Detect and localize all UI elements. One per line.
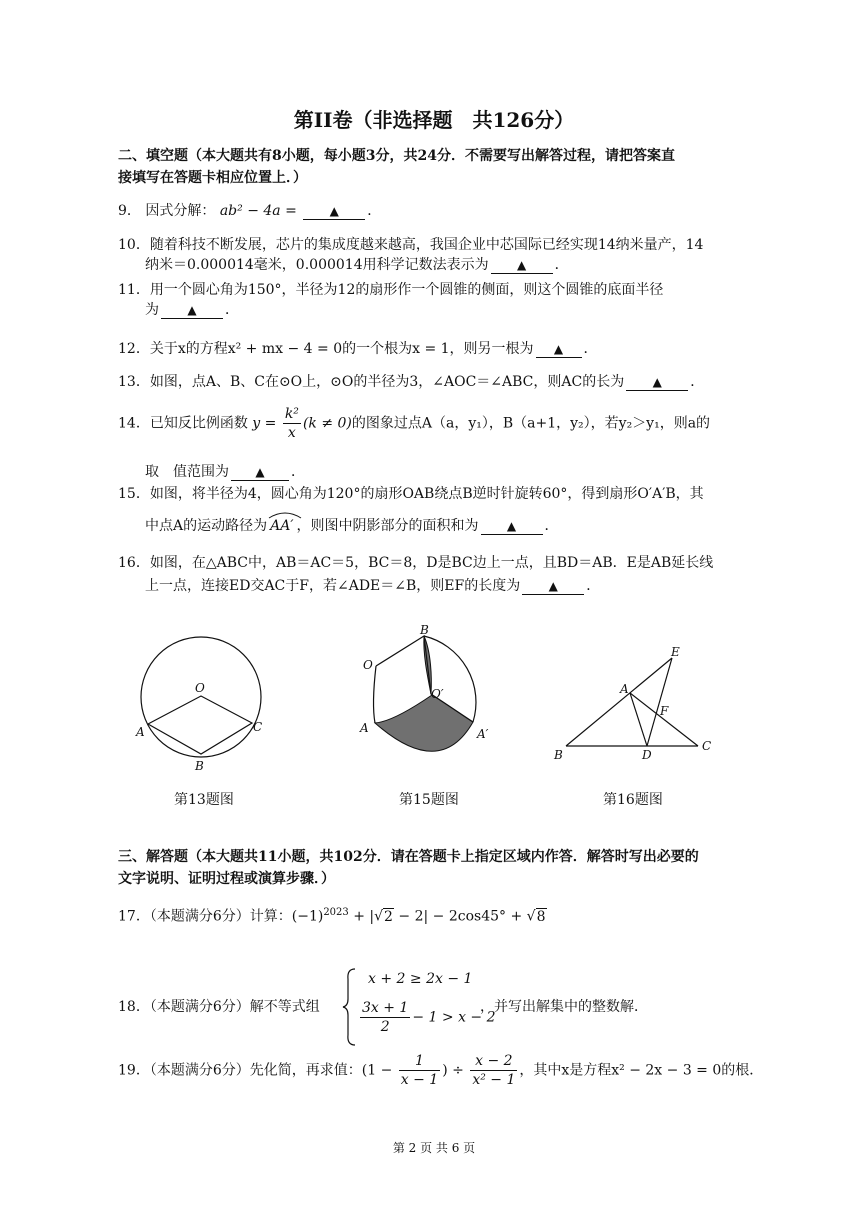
label-a: A: [136, 725, 145, 739]
question-12: [118, 339, 598, 359]
inequality-2: [358, 999, 496, 1036]
fraction-2-bottom: x² − 1: [472, 1072, 516, 1088]
label-o-prime: O′: [431, 687, 444, 701]
question-number: 19．: [118, 1062, 150, 1079]
label-b: B: [554, 748, 563, 762]
fraction-2: [470, 1052, 517, 1089]
math-divide: ) ÷: [442, 1062, 464, 1079]
label-c: C: [253, 720, 263, 734]
arc-notation: [267, 516, 296, 536]
question-end: ．: [554, 257, 569, 273]
question-16: [118, 553, 713, 596]
section-2-header: [118, 145, 675, 189]
answer-blank: [626, 374, 688, 391]
answer-blank: [536, 341, 582, 358]
question-text-line-2-tail: ，则图中阴影部分的面积和为: [296, 518, 479, 534]
label-a-prime: A′: [477, 727, 489, 741]
question-14: [118, 405, 710, 442]
question-end: ．: [291, 464, 305, 480]
segment-be: [566, 658, 672, 746]
fraction-top: k²: [284, 406, 299, 422]
question-text-line-1: 用一个圆心角为150°，半径为12的扇形作一个圆锥的侧面，则这个圆锥的底面半径: [149, 282, 664, 298]
question-text: 已知反比例函数: [149, 415, 248, 432]
label-f: F: [660, 704, 669, 718]
math-open: (1 −: [361, 1062, 393, 1079]
question-14-line-2: [145, 462, 305, 482]
question-9: [118, 201, 381, 221]
question-text-line-2: 取 值范围为: [145, 464, 229, 480]
sqrt-radicand-2: 8: [536, 908, 546, 925]
section-2-line-1: 二、填空题（本大题共有8小题，每小题3分，共24分．不需要写出解答过程，请把答案直: [118, 148, 675, 164]
segment-ac: [630, 693, 698, 746]
question-18-tail: ，并写出解集中的整数解．: [480, 999, 648, 1015]
answer-blank: [491, 257, 553, 274]
section-3-line-1: 三、解答题（本大题共11小题，共102分．请在答题卡上指定区域内作答．解答时写出必要的: [118, 849, 699, 865]
fraction-1-bottom: x − 1: [400, 1072, 439, 1088]
triangle-marker: ▲: [187, 303, 197, 317]
math-exponent: 2023: [323, 907, 349, 918]
question-text: （本题满分6分）解不等式组: [149, 999, 320, 1015]
math-part-c: − 2| − 2cos45° +: [393, 908, 527, 925]
question-text-line-1: 如图，在△ABC中，AB＝AC＝5，BC＝8，D是BC边上一点，且BD＝AB．E是AB延长线: [149, 555, 714, 571]
label-b: B: [420, 623, 429, 637]
shaded-region-lower: [375, 695, 473, 751]
figure-13: [130, 630, 280, 780]
triangle-marker: ▲: [553, 342, 564, 356]
inequality-2-rest: − 1 > x − 2: [412, 1009, 496, 1026]
answer-blank: [161, 302, 223, 319]
label-c: C: [702, 739, 712, 753]
fraction-1-top: 1: [399, 1052, 440, 1071]
question-number: 17．: [118, 908, 150, 925]
fraction-1: [399, 1052, 440, 1089]
question-end: ．: [586, 578, 601, 594]
answer-blank: [481, 518, 543, 535]
figure-13-caption: 第13题图: [174, 792, 234, 808]
fraction: [360, 999, 410, 1036]
figure-15-caption: 第15题图: [399, 792, 459, 808]
question-text-line-2: 为: [145, 302, 159, 318]
question-end: ．: [583, 341, 598, 357]
question-13: [118, 372, 704, 392]
answer-blank: [522, 578, 584, 595]
question-18: [118, 997, 320, 1017]
question-11: [118, 280, 663, 320]
question-text: （本题满分6分）先化简，再求值：: [149, 1062, 362, 1079]
question-text: （本题满分6分）计算：: [149, 908, 292, 925]
question-text-line-1: 如图，将半径为4，圆心角为120°的扇形OAB绕点B逆时针旋转60°，得到扇形O′A′B，其: [149, 486, 704, 502]
triangle-marker: ▲: [516, 258, 527, 272]
label-a: A: [360, 721, 369, 735]
triangle-marker: ▲: [652, 375, 662, 389]
question-text-line-2: 中点A的运动路径为: [145, 518, 268, 534]
section-3-header: [118, 846, 699, 890]
figure-16: [550, 640, 725, 770]
question-15: [118, 484, 704, 536]
question-end: ．: [367, 203, 382, 219]
label-e: E: [671, 645, 680, 659]
segment-ed: [647, 658, 672, 746]
triangle-marker: ▲: [506, 519, 517, 533]
label-d: D: [642, 748, 652, 762]
question-number: 13．: [118, 374, 150, 390]
page-title: 第II卷（非选择题 共126分）: [293, 108, 575, 132]
math-y: y =: [252, 415, 277, 432]
question-number: 16．: [118, 555, 150, 571]
question-end: ．: [225, 302, 239, 318]
answer-blank: [303, 203, 365, 220]
left-brace-icon: [342, 967, 358, 1047]
question-text-line-2: 上一点，连接ED交AC于F，若∠ADE＝∠B，则EF的长度为: [145, 578, 521, 594]
arc-label: AA′: [270, 518, 294, 534]
triangle-marker: ▲: [329, 204, 339, 218]
answer-blank: [231, 464, 289, 481]
section-2-line-2: 接填写在答题卡相应位置上．）: [118, 170, 307, 186]
question-17: 17．（本题满分6分）计算：$(-1)^{2023} + |√2 - 2| - 2\cos 45^\circ + √8$: [118, 907, 546, 925]
segment-ad: [630, 693, 647, 746]
math-part-b: + |: [348, 908, 375, 925]
question-text: 因式分解：: [145, 203, 216, 219]
question-end: ．: [690, 374, 705, 390]
figure-16-caption: 第16题图: [603, 792, 663, 808]
label-o: O: [363, 658, 373, 672]
fraction-2-top: x − 2: [470, 1052, 517, 1071]
triangle-marker: ▲: [255, 465, 265, 479]
label-a: A: [620, 682, 629, 696]
inequality-1: x + 2 ≥ 2x − 1: [368, 971, 473, 987]
question-number: 11．: [118, 282, 150, 298]
question-text-line-1: 随着科技不断发展，芯片的集成度越来越高，我国企业中芯国际已经实现14纳米量产，14: [149, 237, 704, 253]
math-expression: ab² − 4a =: [219, 203, 297, 219]
question-number: 18．: [118, 999, 150, 1015]
question-text-tail: 的图象过点A（a，y₁），B（a+1，y₂），若y₂＞y₁，则a的: [351, 415, 711, 432]
question-text-tail: ，其中x是方程x² − 2x − 3 = 0的根．: [519, 1062, 764, 1079]
label-o: O: [195, 681, 205, 695]
question-number: 14．: [118, 415, 150, 432]
arc-symbol-icon: [267, 511, 303, 519]
fraction-bottom: x: [287, 425, 296, 441]
question-number: 12．: [118, 341, 150, 357]
question-number: 15．: [118, 486, 150, 502]
label-b: B: [195, 759, 204, 773]
fraction: [283, 405, 301, 442]
math-part-a: (−1): [291, 908, 324, 925]
question-text: 如图，点A、B、C在⊙O上，⊙O的半径为3，∠AOC＝∠ABC，则AC的长为: [149, 374, 625, 390]
question-end: ．: [544, 518, 559, 534]
question-number: 10．: [118, 237, 150, 253]
question-10: [118, 235, 703, 275]
fraction-bottom: 2: [380, 1019, 390, 1035]
question-text-line-2: 纳米＝0.000014毫米，0.000014用科学记数法表示为: [145, 257, 489, 273]
math-condition: (k ≠ 0): [302, 415, 352, 432]
circle-o: [141, 637, 261, 757]
figure-15: [355, 622, 505, 787]
question-text: 关于x的方程x² + mx − 4 = 0的一个根为x = 1，则另一根为: [149, 341, 534, 357]
arc-oa: [374, 666, 376, 723]
sqrt-radicand-1: 2: [384, 908, 393, 925]
page-footer: 第 2 页 共 6 页: [392, 1141, 476, 1155]
question-19: [118, 1052, 763, 1089]
fraction-top: 3x + 1: [362, 1000, 409, 1016]
triangle-marker: ▲: [548, 579, 558, 593]
question-number: 9．: [118, 203, 141, 219]
section-3-line-2: 文字说明、证明过程或演算步骤．）: [118, 871, 335, 887]
